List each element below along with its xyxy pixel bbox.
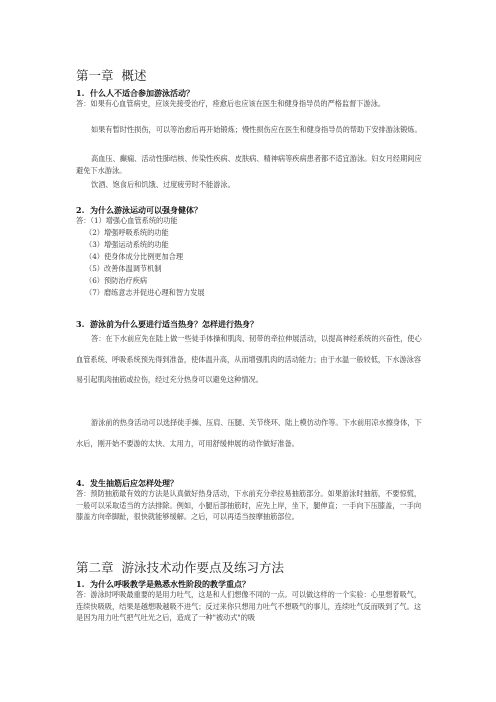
list-item: （5）改善体温调节机制 (85, 264, 162, 273)
list-item: （2）增强呼吸系统的功能 (85, 228, 169, 237)
list-item: （4）使身体成分比例更加合理 (85, 252, 184, 261)
question-heading: 2. 为什么游泳运动可以强身健体？ (76, 205, 202, 215)
list-item: 答：（1）增强心血管系统的功能 (76, 216, 178, 225)
answer-paragraph: 答：在下水前应先在陆上做一些徒手体操和肌肉、韧带的牵拉伸展活动，以提高神经系统的兴奋性，使心血管系统、呼吸系统预先得到准备，使体温升高，从而增强肌肉的活动能力；由于水温一般较低，下水游泳容易引起肌肉抽筋或拉伤，经过充分热身可以避免这种情况。 (76, 334, 422, 384)
paragraph: 饮酒、饱食后和饥饿、过度疲劳时不能游泳。 (91, 180, 235, 189)
chapter-title: 概述 (121, 68, 147, 83)
question-heading: 1. 为什么呼吸教学是熟悉水性阶段的教学重点？ (76, 579, 250, 589)
chapter-heading (76, 558, 284, 576)
list-item: （6）预防治疗疾病 (85, 276, 148, 285)
paragraph: 游泳前的热身活动可以选择徒手操、压肩、压腿、关节绕环、陆上模仿动作等。下水前用凉水擦身体，下水后，刚开始不要游的太快、太用力，可用舒缓伸展的动作做好准备。 (76, 418, 422, 448)
chapter-number: 第二章 (76, 560, 114, 575)
chapter-heading (76, 66, 147, 84)
list-item: （3）增强运动系统的功能 (85, 240, 169, 249)
list-item: （7）磨练意志并促进心理和智力发展 (85, 288, 205, 297)
paragraph: 高血压、癫痫、活动性肺结核、传染性疾病、皮肤病、精神病等疾病患者都不适宜游泳。妇女月经期间应避免下水游泳。 (76, 154, 422, 175)
chapter-title: 游泳技术动作要点及练习方法 (121, 560, 285, 575)
question-heading: 1. 什么人不适合参加游泳活动？ (76, 88, 194, 98)
chapter-number: 第一章 (76, 68, 114, 83)
answer-paragraph: 答：如果有心血管病史，应该先接受治疗，痊愈后也应该在医生和健身指导员的严格监督下游泳。 (76, 99, 386, 108)
question-heading: 4. 发生抽筋后应怎样处理？ (76, 478, 178, 488)
question-heading: 3. 游泳前为什么要进行适当热身？怎样进行热身？ (76, 319, 258, 329)
paragraph: 如果有暂时性损伤，可以等治愈后再开始锻炼；慢性损伤应在医生和健身指导员的帮助下安排游泳锻炼。 (91, 125, 422, 134)
answer-paragraph: 答：预防抽筋最有效的方法是认真做好热身活动，下水前充分牵拉易抽筋部分。如果游泳时抽筋，不要惊慌，一般可以采取适当的方法排除。例如，小腿后部抽筋时，应先上岸，坐下，腿伸直；一手向下压膝盖，一手向膝盖方向牵脚趾，很快就能够缓解。之后，可以再适当按摩抽筋部位。 (76, 489, 422, 521)
answer-paragraph: 答：游泳时呼吸最重要的是用力吐气，这是和人们想像不同的一点。可以做这样的一个实验：心里想着吸气，连续快吸吸，结果是越想吸越吸不进气；反过来你只想用力吐气不想吸气的事儿，连续吐气反而吸到了气。这是因为用力吐气把气吐光之后，造成了一种"被动式"的吸 (76, 590, 422, 622)
